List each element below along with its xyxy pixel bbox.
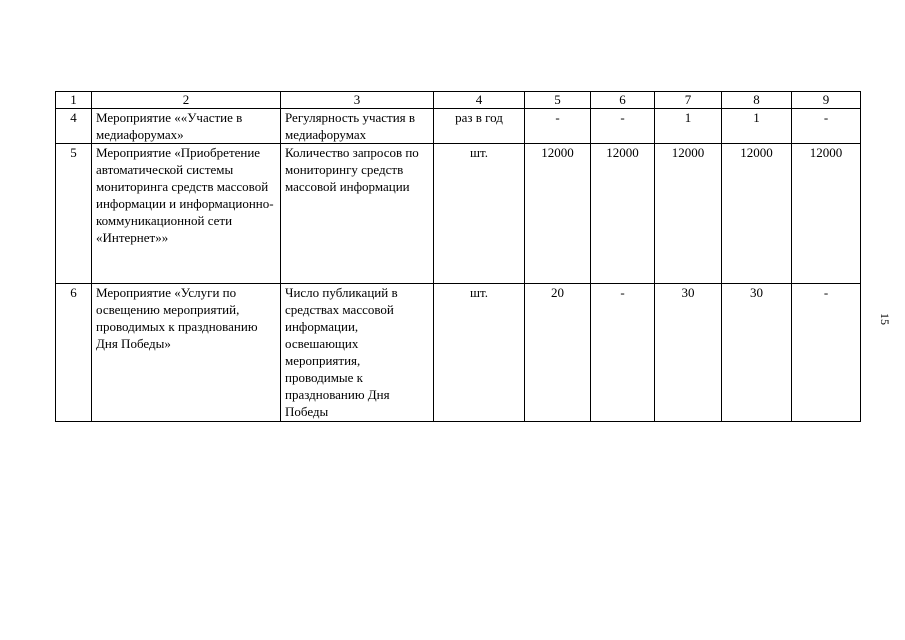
unit-cell: раз в год	[434, 109, 525, 144]
row-number-cell: 6	[56, 284, 92, 422]
header-cell: 9	[792, 92, 861, 109]
page-number: 15	[878, 313, 892, 325]
value-cell: -	[525, 109, 591, 144]
header-cell: 5	[525, 92, 591, 109]
header-cell: 3	[281, 92, 434, 109]
header-cell: 1	[56, 92, 92, 109]
value-cell: -	[591, 109, 655, 144]
value-cell: 12000	[792, 144, 861, 284]
value-cell: 12000	[655, 144, 722, 284]
value-cell: 12000	[525, 144, 591, 284]
event-cell: Мероприятие «Услуги по освещению мероприятий, проводимых к празднованию Дня Победы»	[92, 284, 281, 422]
unit-cell: шт.	[434, 284, 525, 422]
table-row	[56, 109, 861, 144]
value-cell: 1	[722, 109, 792, 144]
value-cell: -	[792, 109, 861, 144]
event-cell: Мероприятие «Приобретение автоматической системы мониторинга средств массовой информации и информационно-коммуникационной сети «Интернет»»	[92, 144, 281, 284]
row-number-cell: 5	[56, 144, 92, 284]
value-cell: 20	[525, 284, 591, 422]
header-cell: 8	[722, 92, 792, 109]
event-cell: Мероприятие ««Участие в медиафорумах»	[92, 109, 281, 144]
value-cell: 30	[655, 284, 722, 422]
row-number-cell: 4	[56, 109, 92, 144]
indicator-cell: Количество запросов по мониторингу средств массовой информации	[281, 144, 434, 284]
value-cell: 30	[722, 284, 792, 422]
indicators-table	[55, 91, 861, 422]
indicator-cell: Число публикаций в средствах массовой информации, освешающих мероприятия, проводимые к празднованию Дня Победы	[281, 284, 434, 422]
header-cell: 4	[434, 92, 525, 109]
indicator-cell: Регулярность участия в медиафорумах	[281, 109, 434, 144]
unit-cell: шт.	[434, 144, 525, 284]
table-row	[56, 284, 861, 422]
value-cell: 12000	[591, 144, 655, 284]
value-cell: 1	[655, 109, 722, 144]
value-cell: 12000	[722, 144, 792, 284]
value-cell: -	[792, 284, 861, 422]
header-cell: 2	[92, 92, 281, 109]
value-cell: -	[591, 284, 655, 422]
header-cell: 7	[655, 92, 722, 109]
table-header-row	[56, 92, 861, 109]
table-row	[56, 144, 861, 284]
header-cell: 6	[591, 92, 655, 109]
